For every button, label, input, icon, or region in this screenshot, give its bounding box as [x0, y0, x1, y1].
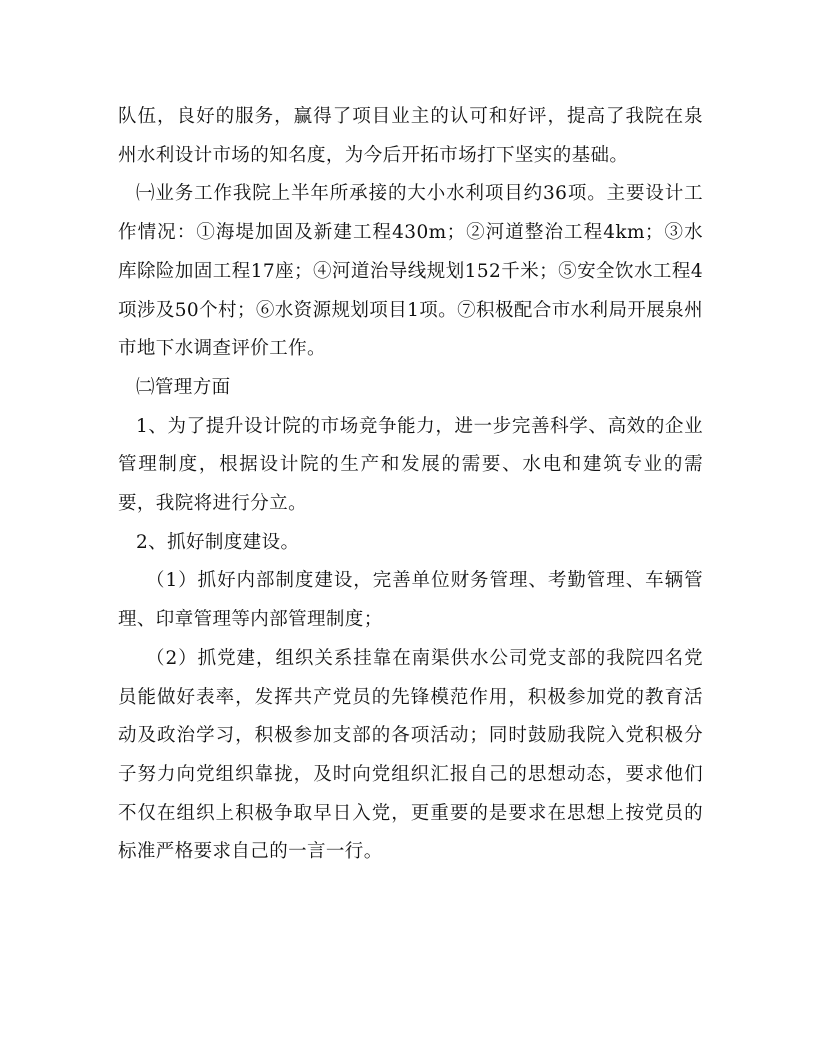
paragraph-internal-system: （1）抓好内部制度建设，完善单位财务管理、考勤管理、车辆管理、印章管理等内部管理制度； [118, 570, 703, 631]
paragraph-competitiveness: 1、为了提升设计院的市场竞争能力，进一步完善科学、高效的企业管理制度，根据设计院的生产和发展的需要、水电和建筑专业的需要，我院将进行分立。 [118, 415, 703, 515]
paragraph-team-service: 队伍，良好的服务，赢得了项目业主的认可和好评，提高了我院在泉州水利设计市场的知名度，为今后开拓市场打下坚实的基础。 [118, 106, 703, 166]
document-body [118, 98, 703, 872]
paragraph-party-building: （2）抓党建，组织关系挂靠在南渠供水公司党支部的我院四名党员能做好表率，发挥共产党员的先锋模范作用，积极参加党的教育活动及政治学习，积极参加支部的各项活动；同时鼓励我院入党积极分子努力向党组织靠拢，及时向党组织汇报自己的思想动态，要求他们不仅在组织上积极争取早日入党，更重要的是要求在思想上按党员的标准严格要求自己的一言一行。 [118, 647, 703, 863]
paragraph-management-heading: ㈡管理方面 [136, 376, 231, 398]
paragraph-system-building: 2、抓好制度建设。 [136, 531, 300, 553]
paragraph-business-work: ㈠业务工作我院上半年所承接的大小水利项目约36项。主要设计工作情况：①海堤加固及新建工程430m；②河道整治工程4km；③水库除险加固工程17座；④河道治导线规划152千米；⑤安全饮水工程4项涉及50个村；⑥水资源规划项目1项。⑦积极配合市水利局开展泉州市地下水调查评价工作。 [118, 183, 703, 360]
